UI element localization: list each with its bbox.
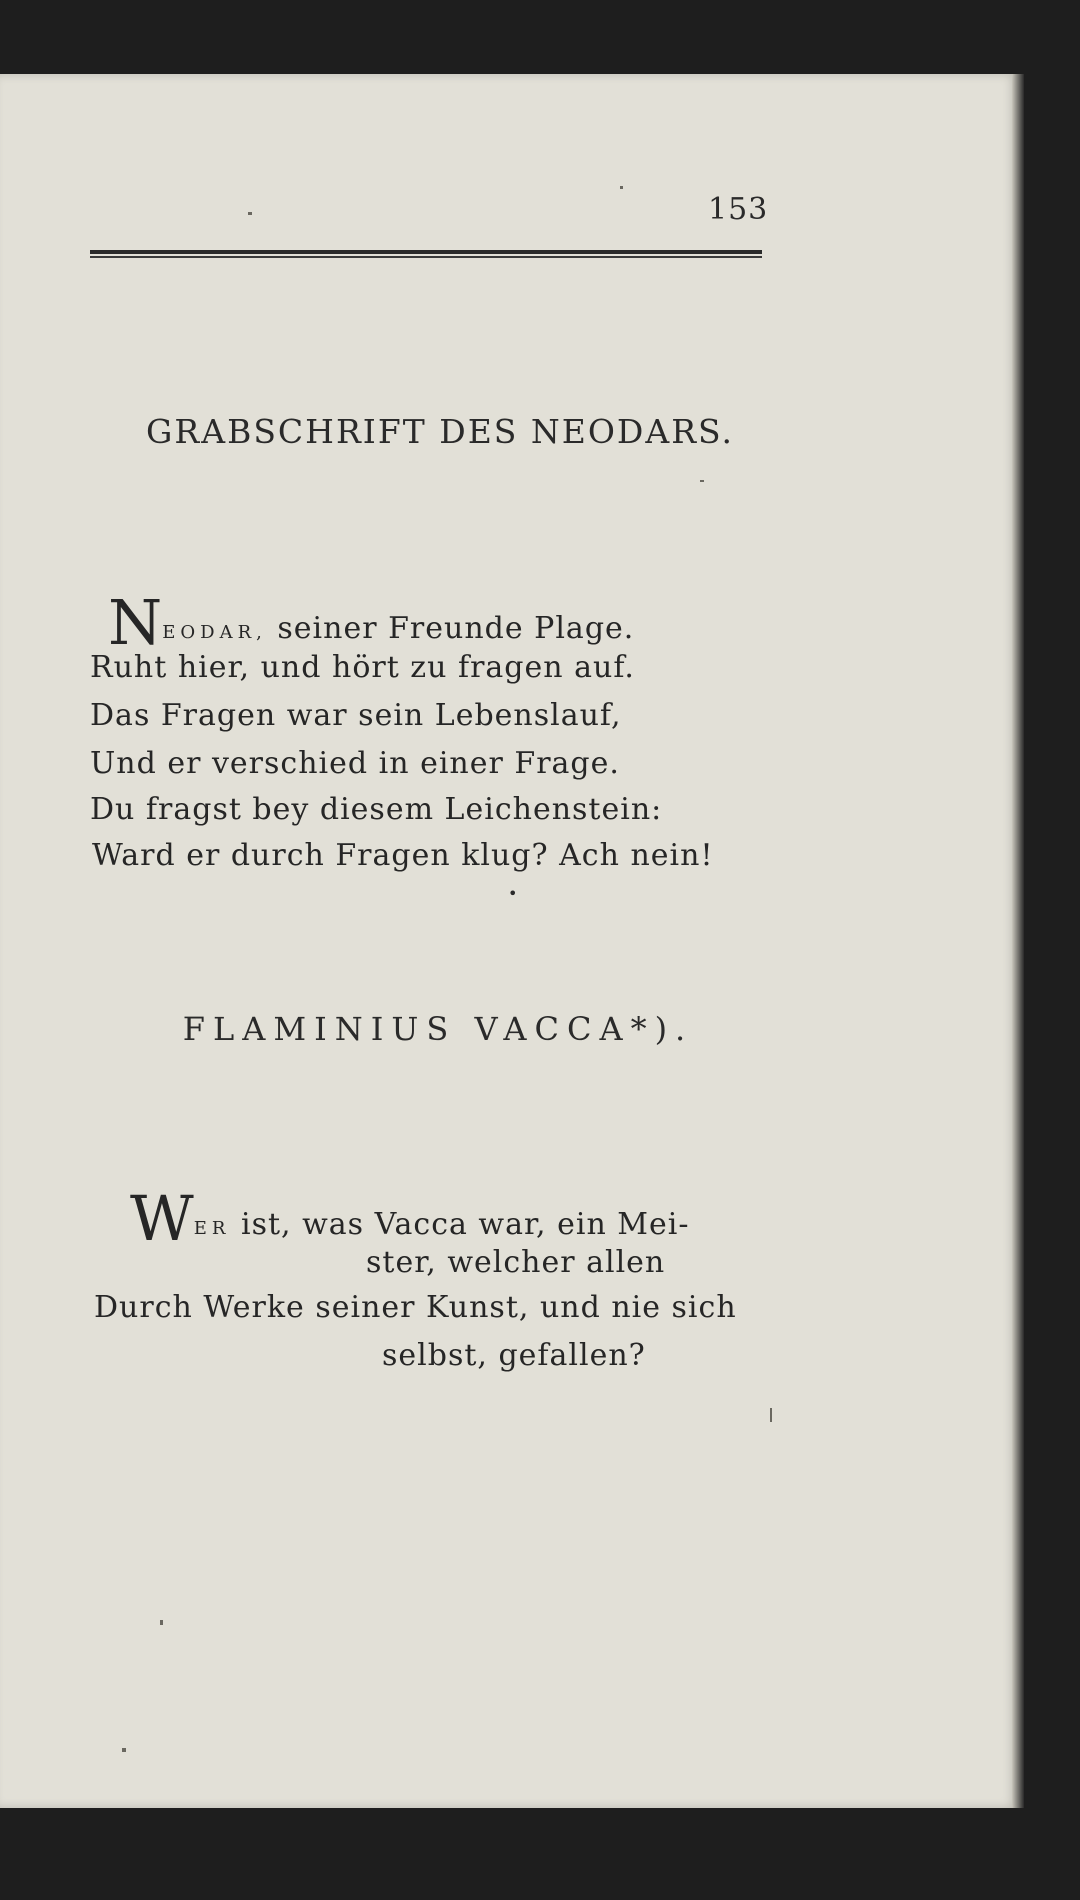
- paper-speck: [160, 1620, 163, 1625]
- book-page: [0, 74, 1018, 1808]
- poem2-line-1: [130, 1182, 690, 1255]
- ornament-dot: •: [508, 884, 518, 903]
- poem2-line-2: ster, welcher allen: [366, 1245, 666, 1280]
- poem-title-vacca: FLAMINIUS VACCA*).: [182, 1010, 694, 1048]
- paper-speck: [620, 186, 623, 189]
- line-text: seiner Freunde Plage.: [277, 611, 635, 646]
- poem-line-4: Und er verschied in einer Frage.: [90, 746, 620, 781]
- poem-line-5: Du fragst bey diesem Leichenstein:: [90, 792, 663, 827]
- first-word-rest-2: ER: [193, 1218, 231, 1239]
- poem-line-1: [108, 586, 635, 659]
- paper-speck: [770, 1408, 772, 1422]
- page-number: 153: [708, 192, 769, 227]
- poem2-line-4: selbst, gefallen?: [382, 1338, 646, 1373]
- poem-line-6: Ward er durch Fragen klug? Ach nein!: [92, 838, 714, 873]
- poem-line-2: Ruht hier, und hört zu fragen auf.: [90, 650, 635, 685]
- poem-line-3: Das Fragen war sein Lebenslauf,: [90, 698, 622, 733]
- paper-speck: [248, 212, 252, 215]
- header-rule: [90, 250, 762, 254]
- paper-speck: [122, 1748, 126, 1752]
- poem2-line-3: Durch Werke seiner Kunst, und nie sich: [94, 1290, 737, 1325]
- header-rule-thin: [90, 256, 762, 258]
- paper-speck: [700, 480, 704, 482]
- dropcap-n: N: [108, 586, 163, 659]
- poem-title-neodar: GRABSCHRIFT DES NEODARS.: [146, 412, 734, 451]
- dropcap-w: W: [130, 1182, 194, 1255]
- line-text-2: ist, was Vacca war, ein Mei-: [240, 1207, 690, 1242]
- first-word-rest: EODAR,: [162, 622, 267, 643]
- page-edge: [1012, 74, 1024, 1808]
